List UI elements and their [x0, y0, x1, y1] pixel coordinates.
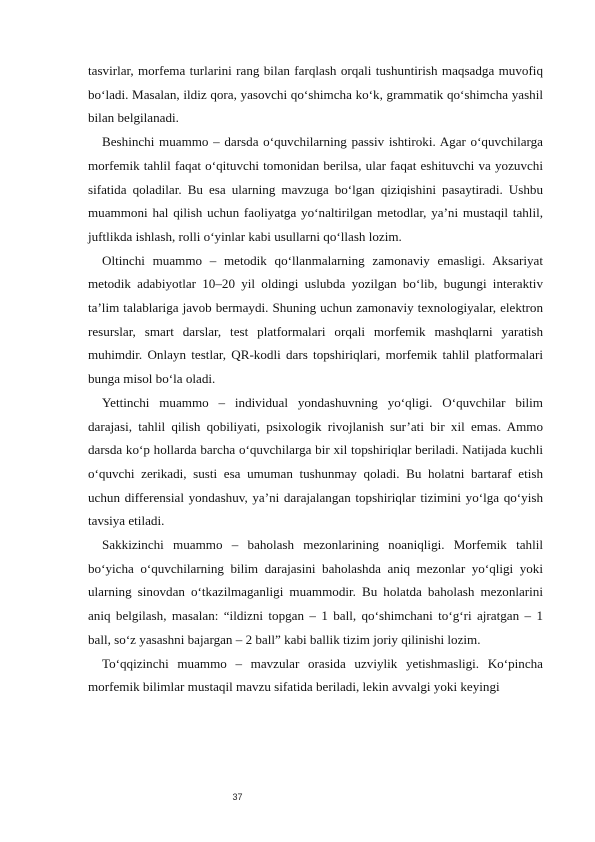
page-number: 37 [232, 792, 243, 802]
paragraph-seventh-problem: Yettinchi muammo – individual yondashuvning yo‘qligi. O‘quvchilar bilim darajasi, tahlil qilish qobiliyati, psixologik rivojlanish sur’ati bir xil emas. Ammo darsda ko‘p hollarda barcha o‘quvchilarga bir xil topshiriqlar beriladi. Natijada kuchli o‘quvchi zerikadi, susti esa umuman tushunmay qoladi. Bu holatni bartaraf etish uchun differensial yondashuv, ya’ni darajalangan topshiriqlar tizimini yo‘lga qo‘yish tavsiya etiladi. [88, 394, 543, 529]
paragraph-sixth-problem: Oltinchi muammo – metodik qo‘llanmalarning zamonaviy emasligi. Aksariyat metodik adabiyotlar 10–20 yil oldingi uslubda yozilgan bo‘lib, bugungi interaktiv ta’lim talablariga javob bermaydi. Shuning uchun zamonaviy texnologiyalar, elektron resurslar, smart darslar, test platformalari orqali morfemik mashqlarni yaratish muhimdir. Onlayn testlar, QR-kodli dars topshiriqlari, morfemik tahlil platformalari bunga misol bo‘la oladi. [88, 252, 543, 387]
paragraph-continuation: tasvirlar, morfema turlarini rang bilan farqlash orqali tushuntirish maqsadga muvofiq bo‘ladi. Masalan, ildiz qora, yasovchi qo‘shimcha ko‘k, grammatik qo‘shimcha yashil bilan belgilanadi. [88, 63, 543, 126]
paragraph-fifth-problem: Beshinchi muammo – darsda o‘quvchilarning passiv ishtiroki. Agar o‘quvchilarga morfemik tahlil faqat o‘qituvchi tomonidan berilsa, ular faqat eshituvchi va yozuvchi sifatida qoladilar. Bu esa ularning mavzuga bo‘lgan qiziqishini pasaytiradi. Ushbu muammoni hal qilish uchun faoliyatga yo‘naltirilgan metodlar, ya’ni mustaqil tahlil, juftlikda ishlash, rolli o‘yinlar kabi usullarni qo‘llash lozim. [88, 134, 543, 244]
body-text [88, 59, 543, 699]
paragraph-ninth-problem: To‘qqizinchi muammo – mavzular orasida uzviylik yetishmasligi. Ko‘pincha morfemik bilimlar mustaqil mavzu sifatida beriladi, lekin avvalgi yoki keyingi [88, 655, 543, 695]
paragraph-eighth-problem: Sakkizinchi muammo – baholash mezonlarining noaniqligi. Morfemik tahlil bo‘yicha o‘quvchilarning bilim darajasini baholashda aniq mezonlar yo‘qligi yoki ularning sinovdan o‘tkazilmaganligi muammodir. Bu holatda baholash mezonlarini aniq belgilash, masalan: “ildizni topgan – 1 ball, qo‘shimchani to‘g‘ri ajratgan – 1 ball, so‘z yasashni bajargan – 2 ball” kabi ballik tizim joriy qilinishi lozim. [88, 537, 543, 647]
